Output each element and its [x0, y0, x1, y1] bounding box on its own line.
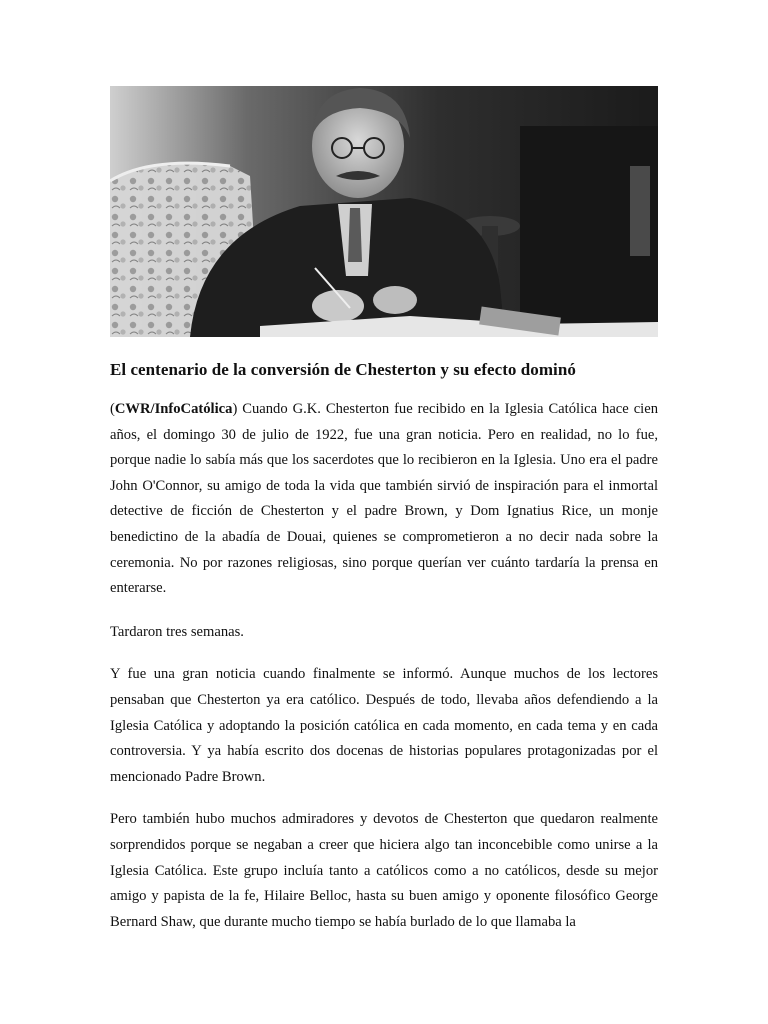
paragraph-3: Y fue una gran noticia cuando finalmente se informó. Aunque muchos de los lectores pensaban que Chesterton ya era católico. Después de todo, llevaba años defendiendo a la Iglesia Católica y adoptando la posición católica en cada momento, en cada tema y en cada controversia. Y ya había escrito dos docenas de historias populares protagonizadas por el mencionado Padre Brown. [110, 666, 658, 785]
source-label: CWR/InfoCatólica [114, 401, 233, 417]
paragraph-2: Tardaron tres semanas. [110, 623, 244, 640]
lead-open: ( [110, 401, 115, 417]
article-title: El centenario de la conversión de Chesterton y su efecto dominó [110, 360, 576, 379]
document-page [110, 86, 658, 935]
chesterton-photo [110, 86, 658, 337]
paragraph-1-text: ) Cuando G.K. Chesterton fue recibido en la Iglesia Católica hace cien años, el domingo 30 de julio de 1922, fue una gran noticia. Pero en realidad, no lo fue, porque nadie lo sabía más que los sacerdotes que lo recibieron en la Iglesia. Uno era el padre John O'Connor, su amigo de toda la vida que también sirvió de inspiración para el inmortal detective de ficción de Chesterton y el padre Brown, y Dom Ignatius Rice, un monje benedictino de la abadía de Douai, quienes se comprometieron a no decir nada sobre la ceremonia. No por razones religiosas, sino porque querían ver cuánto tardaría la prensa en enterarse. [110, 401, 658, 597]
paragraph-4: Pero también hubo muchos admiradores y devotos de Chesterton que quedaron realmente sorprendidos porque se negaban a creer que hiciera algo tan inconcebible como unirse a la Iglesia Católica. Este grupo incluía tanto a católicos como a no católicos, desde su mejor amigo y papista de la fe, Hilaire Belloc, hasta su buen amigo y oponente filosófico George Bernard Shaw, que durante mucho tiempo se había burlado de lo que llamaba la [110, 811, 658, 930]
paragraph-1 [110, 397, 658, 602]
